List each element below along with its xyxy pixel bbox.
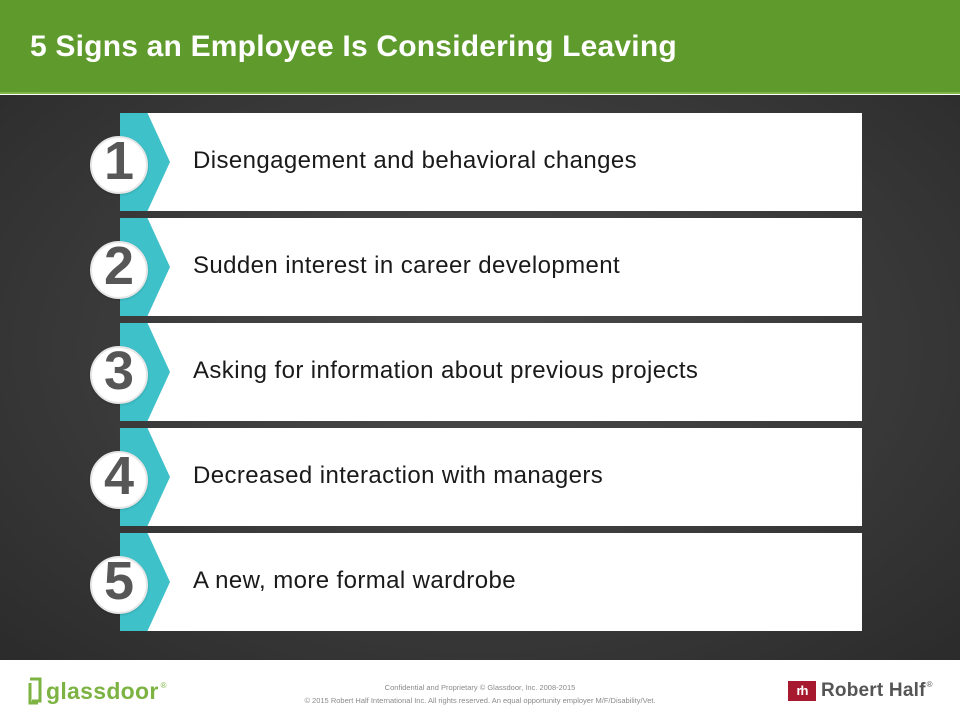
sign-number: 1 — [103, 131, 135, 191]
sign-text: Asking for information about previous projects — [193, 357, 699, 384]
sign-item-1 — [103, 113, 862, 211]
legal-line-1: Confidential and Proprietary © Glassdoor, Inc. 2008-2015 — [384, 683, 576, 692]
registered-mark: ® — [160, 681, 167, 690]
legal-line-2: © 2015 Robert Half International Inc. All rights reserved. An equal opportunity employer M/F/Disability/Vet. — [304, 696, 656, 705]
sign-text: Disengagement and behavioral changes — [193, 147, 638, 174]
sign-item-2 — [103, 218, 862, 316]
glassdoor-wordmark: glassdoor — [46, 677, 159, 704]
robert-half-logo — [788, 678, 933, 704]
sign-text: Sudden interest in career development — [193, 252, 621, 279]
sign-number: 3 — [103, 341, 135, 401]
sign-item-3 — [103, 323, 862, 421]
glassdoor-door-icon — [27, 677, 43, 705]
robert-half-mark-icon: rh — [788, 681, 816, 701]
sign-number: 5 — [103, 551, 135, 611]
sign-item-4 — [103, 428, 862, 526]
sign-item-5 — [103, 533, 862, 631]
page-title: 5 Signs an Employee Is Considering Leaving — [30, 30, 677, 63]
glassdoor-logo — [27, 675, 167, 707]
sign-number: 2 — [103, 236, 135, 296]
sign-number: 4 — [103, 446, 135, 506]
sign-text: A new, more formal wardrobe — [193, 567, 516, 594]
registered-mark: ® — [926, 680, 933, 689]
title-bar — [0, 0, 960, 94]
sign-text: Decreased interaction with managers — [193, 462, 604, 489]
robert-half-wordmark: Robert Half — [821, 680, 926, 701]
